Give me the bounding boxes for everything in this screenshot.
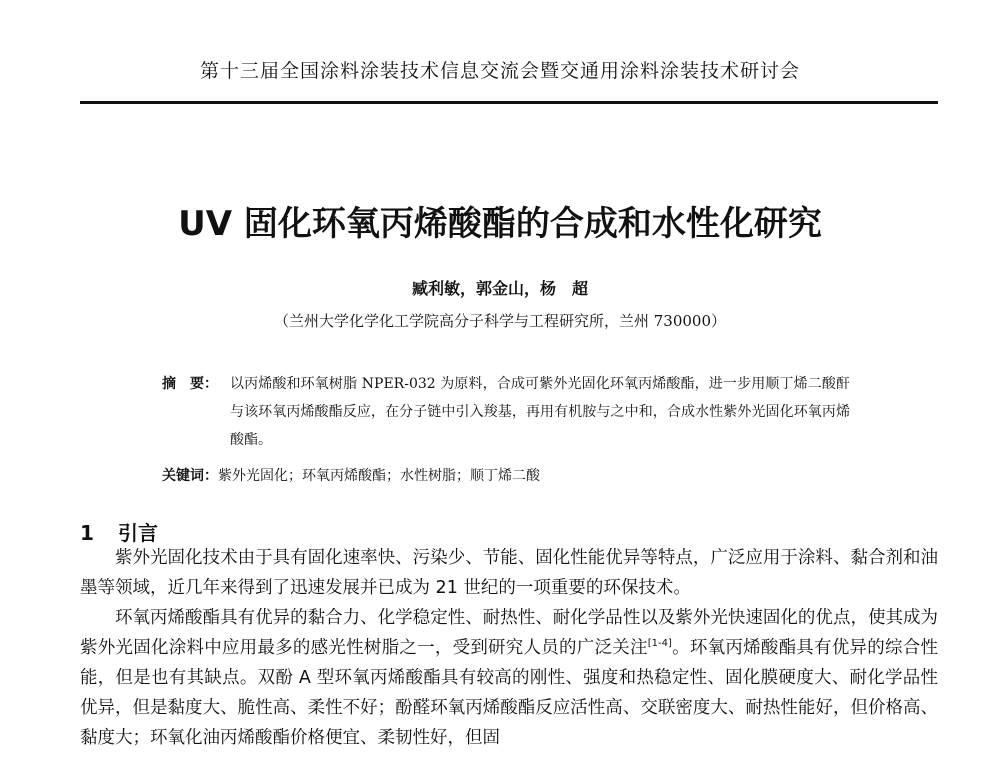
abstract-text: 以丙烯酸和环氧树脂 NPER-032 为原料，合成可紫外光固化环氧丙烯酸酯，进一步用顺丁烯二酸酐与该环氧丙烯酸酯反应，在分子链中引入羧基，再用有机胺与之中和，合成水性紫外光固化环氧丙烯酸酯。	[230, 376, 850, 448]
paragraph-text: 环氧丙烯酸酯具有优异的黏合力、化学稳定性、耐热性、耐化学品性以及紫外光快速固化的优点，使其成为紫外光固化涂料中应用最多的感光性树脂之一，受到研究人员的广泛关注	[80, 608, 938, 658]
citation-reference: [1-4]	[647, 638, 672, 650]
paragraph	[80, 603, 938, 753]
section-title: 引言	[118, 521, 158, 545]
header-rule	[80, 101, 938, 104]
running-header: 第十三届全国涂料涂装技术信息交流会暨交通用涂料涂装技术研讨会	[199, 60, 800, 82]
body-text	[80, 543, 938, 753]
paper-title: UV 固化环氧丙烯酸酯的合成和水性化研究	[178, 204, 822, 244]
keywords-block	[162, 464, 862, 488]
author-list: 臧利敏，郭金山，杨 超	[411, 279, 588, 298]
section-heading-introduction	[80, 517, 158, 546]
paragraph-text: 。环氧丙烯酸酯具有优异的综合性能，但是也有其缺点。双酚 A 型环氧丙烯酸酯具有较高的刚性、强度和热稳定性、固化膜硬度大、耐化学品性优异，但是黏度大、脆性高、柔性不好；酚醛环氧丙烯酸酯反应活性高、交联密度大、耐热性能好，但价格高、黏度大；环氧化油丙烯酸酯价格便宜、柔韧性好，但固	[80, 638, 938, 748]
keywords-label: 关键词：	[162, 468, 218, 484]
abstract-block	[162, 370, 862, 454]
section-number: 1	[80, 521, 94, 545]
abstract-label: 摘 要：	[162, 376, 218, 392]
keywords-text: 紫外光固化；环氧丙烯酸酯；水性树脂；顺丁烯二酸	[218, 468, 540, 484]
affiliation: （兰州大学化学化工学院高分子科学与工程研究所，兰州 730000）	[273, 312, 727, 330]
paragraph: 紫外光固化技术由于具有固化速率快、污染少、节能、固化性能优异等特点，广泛应用于涂料、黏合剂和油墨等领域，近几年来得到了迅速发展并已成为 21 世纪的一项重要的环保技术。	[80, 548, 938, 598]
